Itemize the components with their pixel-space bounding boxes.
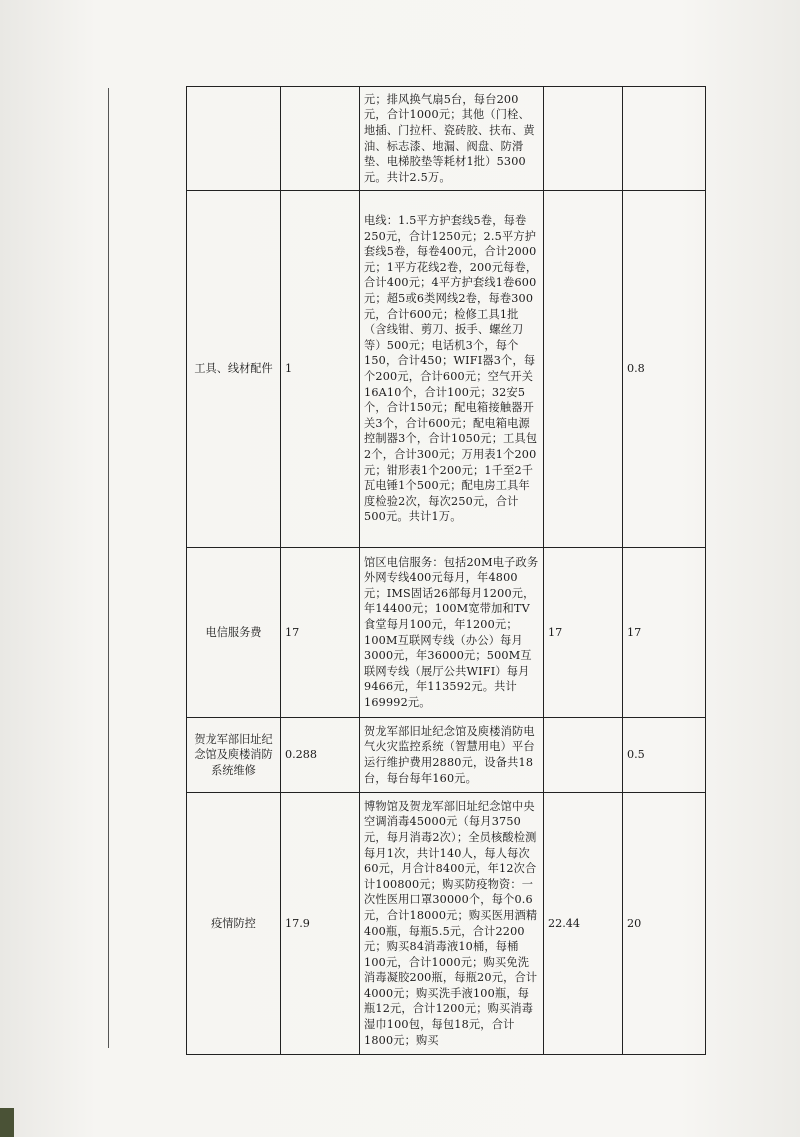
table-row <box>187 793 706 1055</box>
item-name-cell: 贺龙军部旧址纪念馆及庾楼消防系统维修 <box>187 718 281 793</box>
scan-edge-mark <box>0 1108 14 1137</box>
description-text: 博物馆及贺龙军部旧址纪念馆中央空调消毒45000元（每月3750元，每月消毒2次）；全员核酸检测每月1次，共计140人，每人每次60元，月合计8400元，年12次合计100800元；购买防疫物资：一次性医用口罩30000个，每个0.6元，合计18000元；购买医用酒精400瓶，每瓶5.5元，合计2200元；购买84消毒液10桶，每桶100元，合计1000元；购买免洗消毒凝胶200瓶，每瓶20元，合计4000元；购买洗手液100瓶，每瓶12元，合计1200元；购买消毒湿巾100包，每包18元，合计1800元；购买 <box>364 799 538 1047</box>
amount-cell: 1 <box>281 191 360 548</box>
description-cell <box>360 87 544 191</box>
amount-cell: 17 <box>281 548 360 718</box>
amount-cell: 0.288 <box>281 718 360 793</box>
budget-cell <box>544 718 623 793</box>
item-name-cell: 电信服务费 <box>187 548 281 718</box>
binding-margin-line <box>108 88 109 1048</box>
description-cell <box>360 718 544 793</box>
item-name-cell: 疫情防控 <box>187 793 281 1055</box>
budget-cell: 20 <box>623 793 706 1055</box>
budget-cell <box>544 191 623 548</box>
description-cell <box>360 793 544 1055</box>
description-cell <box>360 191 544 548</box>
budget-cell: 17 <box>544 548 623 718</box>
amount-cell: 17.9 <box>281 793 360 1055</box>
table-row <box>187 718 706 793</box>
budget-cell: 17 <box>623 548 706 718</box>
description-text: 电线：1.5平方护套线5卷，每卷250元，合计1250元；2.5平方护套线5卷，每卷400元，合计2000元；1平方花线2卷，200元每卷，合计400元；4平方护套线1卷600元；超5或6类网线2卷，每卷300元，合计600元；检修工具1批（含线钳、剪刀、扳手、螺丝刀等）500元；电话机3个，每个150，合计450；WIFI器3个，每个200元，合计600元；空气开关16A10个，合计100元；32安5个，合计150元；配电箱接触器开关3个，合计600元；配电箱电源控制器3个，合计1050元；工具包2个，合计300元；万用表1个200元；钳形表1个200元；1千至2千瓦电锤1个500元；配电房工具年度检验2次，每次250元，合计500元。共计1万。 <box>364 214 538 524</box>
amount-cell <box>281 87 360 191</box>
description-text: 贺龙军部旧址纪念馆及庾楼消防电气火灾监控系统（智慧用电）平台运行维护费用2880元，设备共18台，每台每年160元。 <box>364 724 535 785</box>
budget-cell: 0.8 <box>623 191 706 548</box>
item-name-cell <box>187 87 281 191</box>
table-row <box>187 548 706 718</box>
description-cell <box>360 548 544 718</box>
table-row <box>187 191 706 548</box>
budget-table <box>186 86 706 1055</box>
item-name-cell: 工具、线材配件 <box>187 191 281 548</box>
budget-cell <box>623 87 706 191</box>
budget-cell: 0.5 <box>623 718 706 793</box>
description-text: 馆区电信服务：包括20M电子政务外网专线400元每月，年4800元；IMS固话26部每月1200元，年14400元；100M宽带加和TV食堂每月100元，年1200元；100M互联网专线（办公）每月3000元，年36000元；500M互联网专线（展厅公共WIFI）每月9466元，年113592元。共计169992元。 <box>364 555 539 709</box>
table-row <box>187 87 706 191</box>
budget-cell: 22.44 <box>544 793 623 1055</box>
description-text: 元；排风换气扇5台，每台200元，合计1000元；其他（门栓、地插、门拉杆、瓷砖胶、扶布、黄油、标志漆、地漏、阀盘、防滑垫、电梯胶垫等耗材1批）5300元。共计2.5万。 <box>364 92 535 184</box>
budget-cell <box>544 87 623 191</box>
